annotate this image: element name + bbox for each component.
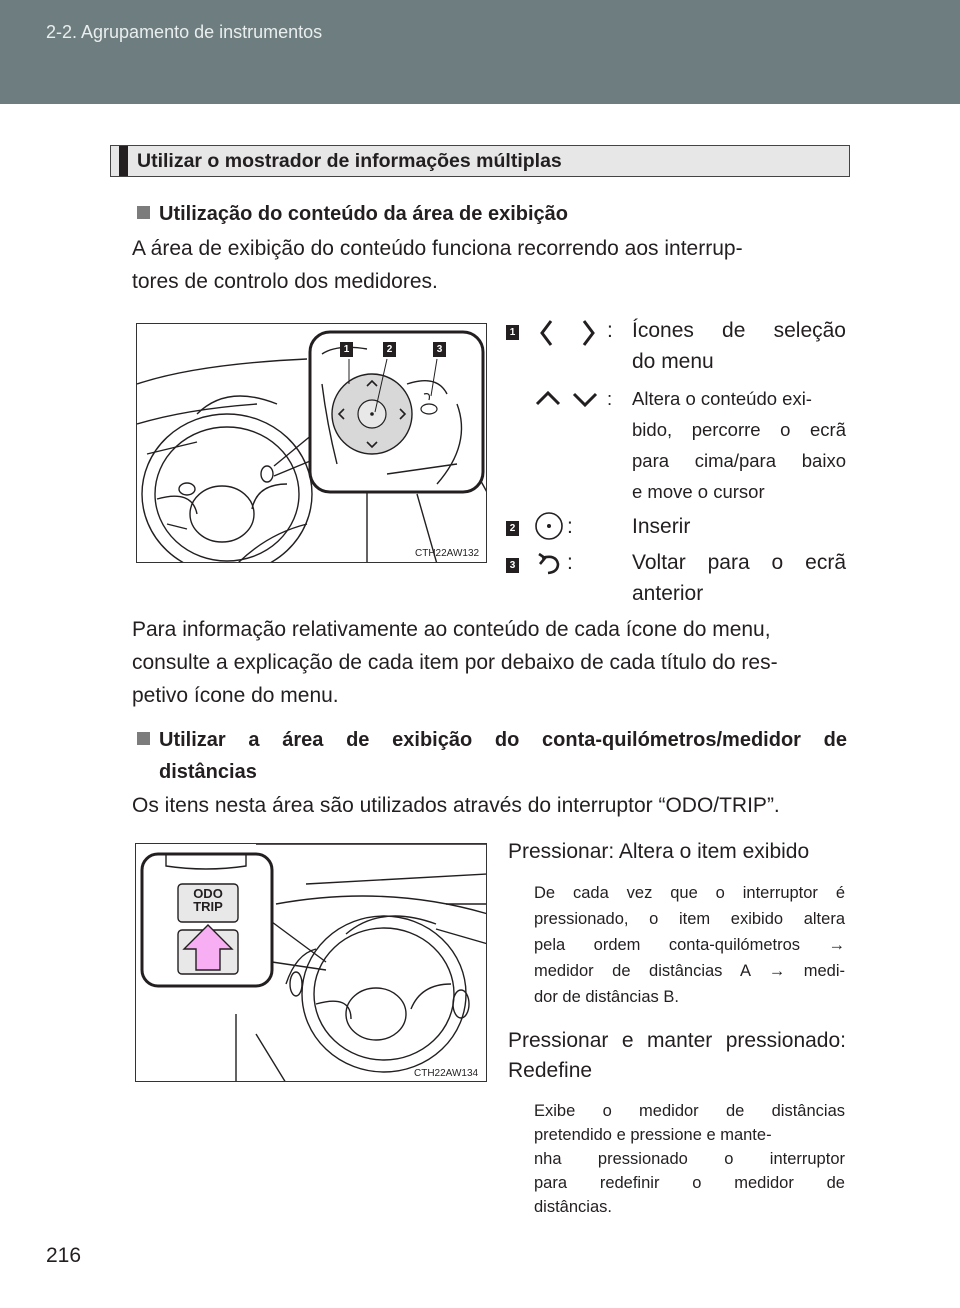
- steering-wheel-illustration: [137, 324, 487, 563]
- subheading-odometer: [137, 724, 847, 788]
- odo-trip-button-label: [178, 887, 238, 913]
- figure-code: CTH22AW132: [415, 548, 480, 559]
- legend-number-2: 2: [506, 521, 519, 536]
- subheading-text: distâncias: [159, 761, 257, 783]
- legend-2-text: Inserir: [632, 515, 691, 538]
- menu-info-paragraph: [132, 613, 846, 712]
- back-arrow-icon: [536, 550, 566, 578]
- section-title-bar: [119, 146, 128, 176]
- trip-label: TRIP: [193, 899, 223, 914]
- square-bullet-icon: [137, 732, 150, 745]
- legend-updown-text-c: para cima/para baixo: [632, 450, 846, 471]
- enter-circle-icon: [533, 510, 565, 542]
- subheading-text: Utilizar a área de exibição do conta-quilómetros/medidor de: [159, 729, 847, 751]
- press-description: [534, 880, 845, 1010]
- note-line: para redefinir o medidor de: [534, 1174, 845, 1192]
- legend-updown-text-d: e move o cursor: [632, 481, 765, 502]
- legend-colon: :: [607, 388, 613, 409]
- odo-label: ODO: [193, 886, 223, 901]
- legend-updown-text-a: Altera o conteúdo exi-: [632, 388, 812, 409]
- intro-line: A área de exibição do conteúdo funciona recorrendo aos interrup-: [132, 237, 743, 260]
- up-down-chevrons-icon: [534, 388, 604, 410]
- note-line: nha pressionado o interruptor: [534, 1150, 845, 1168]
- paragraph-line: Para informação relativamente ao conteúdo de cada ícone do menu,: [132, 618, 771, 641]
- odo-trip-intro: Os itens nesta área são utilizados através do interruptor “ODO/TRIP”.: [132, 794, 780, 817]
- note-line: medidor de distâncias A → medi-: [534, 962, 845, 980]
- note-line: De cada vez que o interruptor é: [534, 884, 845, 902]
- hold-title-line1: Pressionar e manter pressionado:: [508, 1029, 846, 1052]
- legend-number-1: 1: [506, 325, 519, 340]
- legend-1-text-b: do menu: [632, 350, 714, 373]
- page-number: 216: [46, 1244, 82, 1267]
- legend-updown-text-b: bido, percorre o ecrã: [632, 419, 846, 440]
- chapter-title: 2-2. Agrupamento de instrumentos: [46, 22, 323, 42]
- section-title: Utilizar o mostrador de informações múltiplas: [137, 150, 562, 172]
- hold-description: [534, 1099, 845, 1219]
- intro-paragraph: [132, 232, 846, 298]
- legend-colon: :: [607, 319, 613, 342]
- figure-label-2: 2: [383, 342, 396, 357]
- paragraph-line: consulte a explicação de cada item por debaixo de cada título do res-: [132, 651, 778, 674]
- hold-title-line2: Redefine: [508, 1059, 593, 1082]
- figure-code: CTH22AW134: [414, 1068, 479, 1079]
- subheading-display-content: [137, 203, 568, 226]
- legend-1-text-a: Ícones de seleção: [632, 319, 846, 342]
- note-line: dor de distâncias B.: [534, 988, 679, 1006]
- legend-colon: :: [567, 551, 573, 574]
- section-title-box: [110, 145, 850, 177]
- note-line: pela ordem conta-quilómetros →: [534, 936, 845, 954]
- chapter-header: [0, 0, 960, 104]
- press-title: Pressionar: Altera o item exibido: [508, 840, 810, 863]
- paragraph-line: petivo ícone do menu.: [132, 684, 339, 707]
- odo-trip-illustration: [136, 844, 487, 1082]
- odo-trip-figure: [135, 843, 487, 1082]
- figure-label-1: 1: [340, 342, 353, 357]
- note-line: pretendido e pressione e mante-: [534, 1126, 772, 1144]
- subheading-text: Utilização do conteúdo da área de exibição: [159, 203, 568, 225]
- note-line: distâncias.: [534, 1198, 612, 1216]
- legend-3-text-a: Voltar para o ecrã: [632, 551, 846, 574]
- figure-label-3: 3: [433, 342, 446, 357]
- square-bullet-icon: [137, 206, 150, 219]
- note-line: Exibe o medidor de distâncias: [534, 1102, 845, 1120]
- left-right-chevrons-icon: [538, 318, 600, 348]
- legend-3-text-b: anterior: [632, 582, 704, 605]
- steering-switch-figure: [136, 323, 487, 563]
- legend-number-3: 3: [506, 558, 519, 573]
- intro-line: tores de controlo dos medidores.: [132, 270, 438, 293]
- legend-colon: :: [567, 515, 573, 538]
- note-line: pressionado, o item exibido altera: [534, 910, 845, 928]
